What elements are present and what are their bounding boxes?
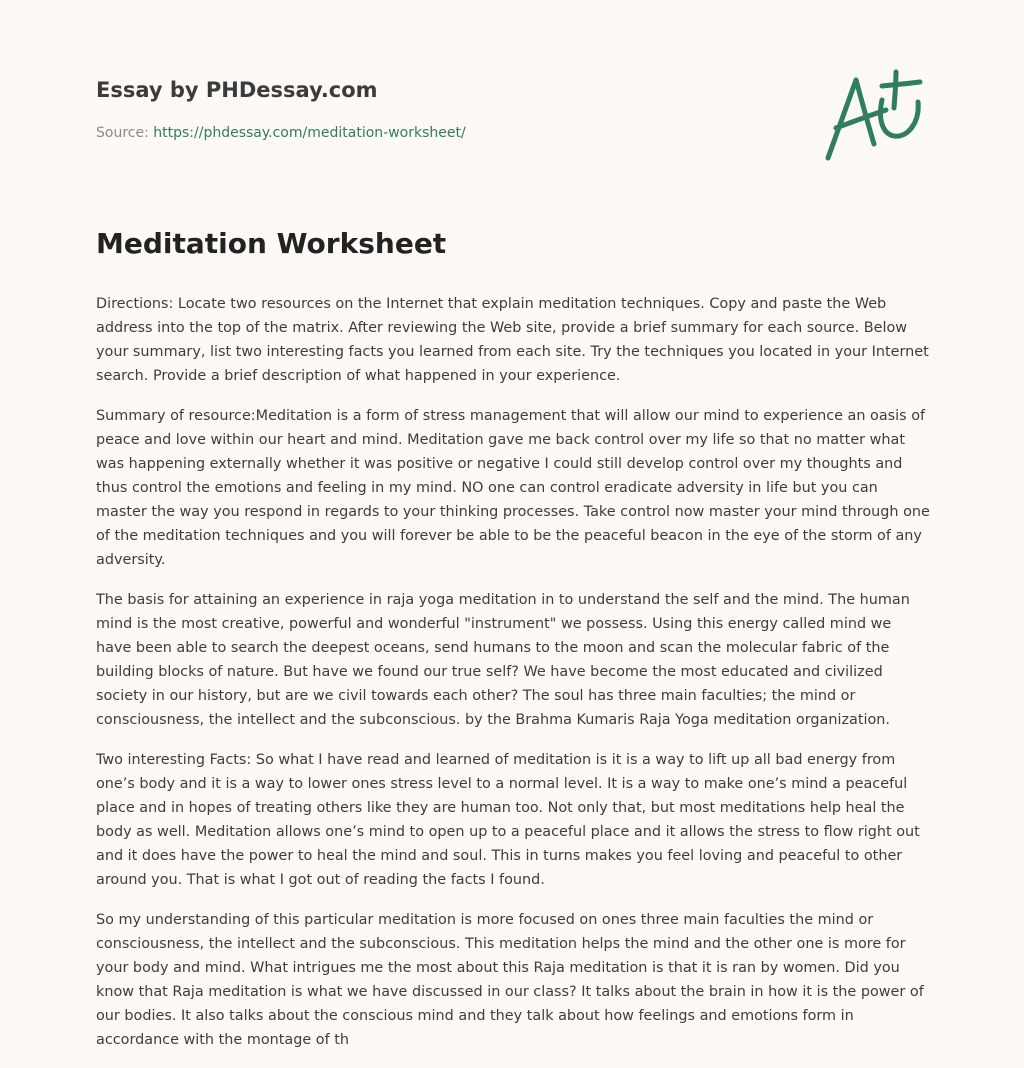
document-body xyxy=(96,222,930,1068)
source-line xyxy=(96,123,796,143)
paragraph-interesting-facts: Two interesting Facts: So what I have read and learned of meditation is it is a way to lift up all bad energy from one’s body and it is a way to lower ones stress level to a normal level. It is a way to make one’s mind a peaceful place and in hopes of treating others like they are human too. Not only that, but most meditations help heal the body as well. Meditation allows one’s mind to open up to a peaceful place and it allows the stress to flow right out and it does have the power to heal the mind and soul. This in turns makes you feel loving and peaceful to other around you. That is what I got out of reading the facts I found. xyxy=(96,752,920,888)
paragraph-understanding: So my understanding of this particular meditation is more focused on ones three main faculties the mind or consciousness, the intellect and the subconscious. This meditation helps the mind and the other one is more for your body and mind. What intrigues me the most about this Raja meditation is that it is ran by women. Did you know that Raja meditation is what we have discussed in our class? It talks about the brain in how it is the power of our bodies. It also talks about the conscious mind and they talk about how feelings and emotions form in accordance with the montage of th xyxy=(96,912,924,1048)
paragraph-raja-yoga: The basis for attaining an experience in raja yoga meditation in to understand the self and the mind. The human mind is the most creative, powerful and wonderful "instrument" we possess. Using this energy called mind we have been able to search the deepest oceans, send humans to the moon and scan the molecular fabric of the building blocks of nature. But have we found our true self? We have become the most educated and civilized society in our history, but are we civil towards each other? The soul has three main faculties; the mind or consciousness, the intellect and the subconscious. by the Brahma Kumaris Raja Yoga meditation organization. xyxy=(96,592,910,728)
page-header xyxy=(96,75,796,143)
paragraph-summary: Summary of resource:Meditation is a form of stress management that will allow our mind to experience an oasis of peace and love within our heart and mind. Meditation gave me back control over my life so that no matter what was happening externally whether it was positive or negative I could still develop control over my thoughts and thus control the emotions and feeling in my mind. NO one can control eradicate adversity in life but you can master the way you respond in regards to your thinking processes. Take control now master your mind through one of the meditation techniques and you will forever be able to be the peaceful beacon in the eye of the storm of any adversity. xyxy=(96,408,930,568)
document-title: Meditation Worksheet xyxy=(96,227,447,260)
source-link[interactable]: https://phdessay.com/meditation-worksheet/ xyxy=(153,125,466,141)
paragraph-directions: Directions: Locate two resources on the Internet that explain meditation techniques. Copy and paste the Web address into the top of the matrix. After reviewing the Web site, provide a brief summary for each source. Below your summary, list two interesting facts you learned from each site. Try the techniques you located in your Internet search. Provide a brief description of what happened in your experience. xyxy=(96,296,929,384)
source-label: Source: xyxy=(96,125,154,141)
site-title: Essay by PHDessay.com xyxy=(96,78,378,102)
a-plus-grade-icon xyxy=(822,66,926,166)
